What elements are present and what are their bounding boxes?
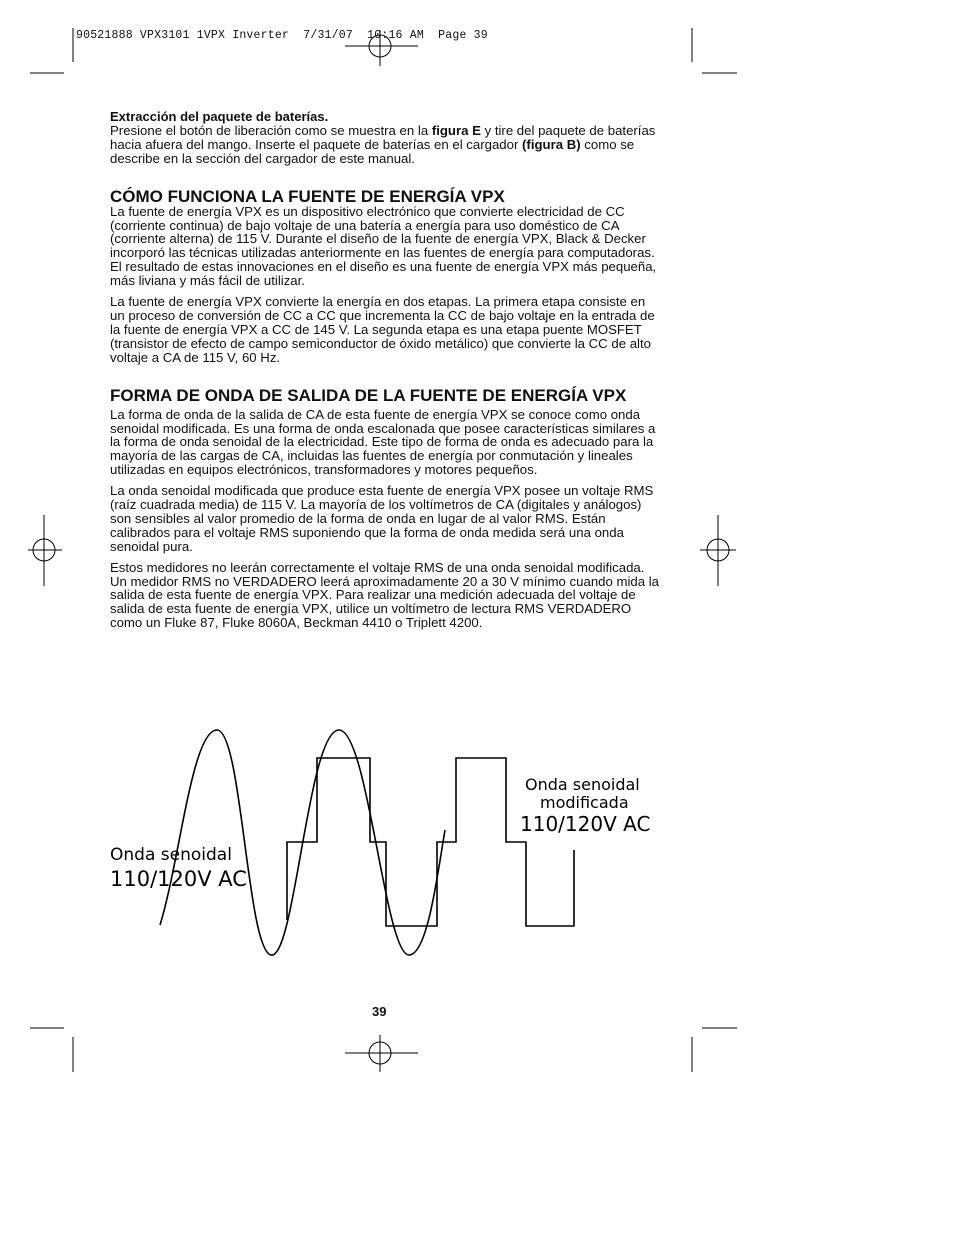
sine-label-line-2: 110/120V AC xyxy=(110,867,247,891)
how-it-works-paragraph-2: La fuente de energía VPX convierte la energía en dos etapas. La primera etapa consiste en un proceso de conversión de CC a CC que incrementa la CC de bajo voltaje en la entrada de la fuente de energía VPX a CC de 145 V. La segunda etapa es una etapa puente MOSFET (transistor de efecto de campo semiconductor de óxido metálico) que convierte la CC de alto voltaje a CA de 115 V, 60 Hz. xyxy=(110,294,655,365)
print-slug: 90521888 VPX3101 1VPX Inverter 7/31/07 10:16 AM Page 39 xyxy=(76,29,488,42)
waveform-figure xyxy=(100,720,660,965)
page-number: 39 xyxy=(372,1004,387,1019)
sine-label-line-1: Onda senoidal xyxy=(110,845,232,865)
how-it-works-heading: CÓMO FUNCIONA LA FUENTE DE ENERGÍA VPX xyxy=(110,186,505,206)
extraction-text-3: como se describe en la sección del cargador de este manual. xyxy=(110,136,635,166)
waveform-paragraph-3: Estos medidores no leerán correctamente el voltaje RMS de una onda senoidal modificada. Un medidor RMS no VERDADERO leerá aproximadamente 20 a 30 V mínimo cuando mida la salida de esta fuente de energía VPX. Para realizar una medición adecuada del voltaje de salida de esta fuente de energía VPX, utilice un voltímetro de lectura RMS VERDADERO como un Fluke 87, Fluke 8060A, Beckman 4410 o Triplett 4200. xyxy=(110,559,660,631)
extraction-section xyxy=(110,110,662,166)
modified-label-line-1: Onda senoidal xyxy=(525,775,640,794)
waveform-paragraph-1: La forma de onda de la salida de CA de esta fuente de energía VPX se conoce como onda senoidal modificada. Es una forma de onda escalonada que posee características similares a la forma de onda senoidal de la electricidad. Este tipo de forma de onda es adecuado para la mayoría de las cargas de CA, incluidas las fuentes de energía por conmutación y lineales utilizadas en equipos electrónicos, transformadores y motores pequeños. xyxy=(110,406,656,478)
extraction-text-2: y tire del paquete de baterías hacia afuera del mango. Inserte el paquete de baterías en el cargador xyxy=(110,122,656,152)
extraction-title: Extracción del paquete de baterías. xyxy=(110,109,329,124)
figure-b-ref: (figura B) xyxy=(522,136,581,152)
modified-label-line-2: modificada xyxy=(540,793,629,812)
modified-label-line-3: 110/120V AC xyxy=(520,812,651,836)
waveform-paragraph-2: La onda senoidal modificada que produce esta fuente de energía VPX posee un voltaje RMS (raíz cuadrada media) de 115 V. La mayoría de los voltímetros de CA (digitales y análogos) son sensibles al valor promedio de la forma de onda en lugar de al valor RMS. Están calibrados para el voltaje RMS suponiendo que la forma de onda medida será una onda senoidal pura. xyxy=(110,483,654,554)
how-it-works-paragraph-1: La fuente de energía VPX es un dispositivo electrónico que convierte electricidad de CC (corriente continua) de bajo voltaje de una batería a energía para uso doméstico de CA (corriente alterna) de 115 V. Durante el diseño de la fuente de energía VPX, Black & Decker incorporó las técnicas utilizadas anteriormente en las fuentes de energía para computadoras. El resultado de estas innovaciones en el diseño es una fuente de energía VPX más pequeña, más liviana y más fácil de utilizar. xyxy=(110,203,657,289)
figure-e-ref: figura E xyxy=(431,122,481,138)
waveform-heading: FORMA DE ONDA DE SALIDA DE LA FUENTE DE ENERGÍA VPX xyxy=(110,385,627,405)
extraction-text-1: Presione el botón de liberación como se muestra en la xyxy=(110,122,432,138)
page-content xyxy=(110,110,662,630)
